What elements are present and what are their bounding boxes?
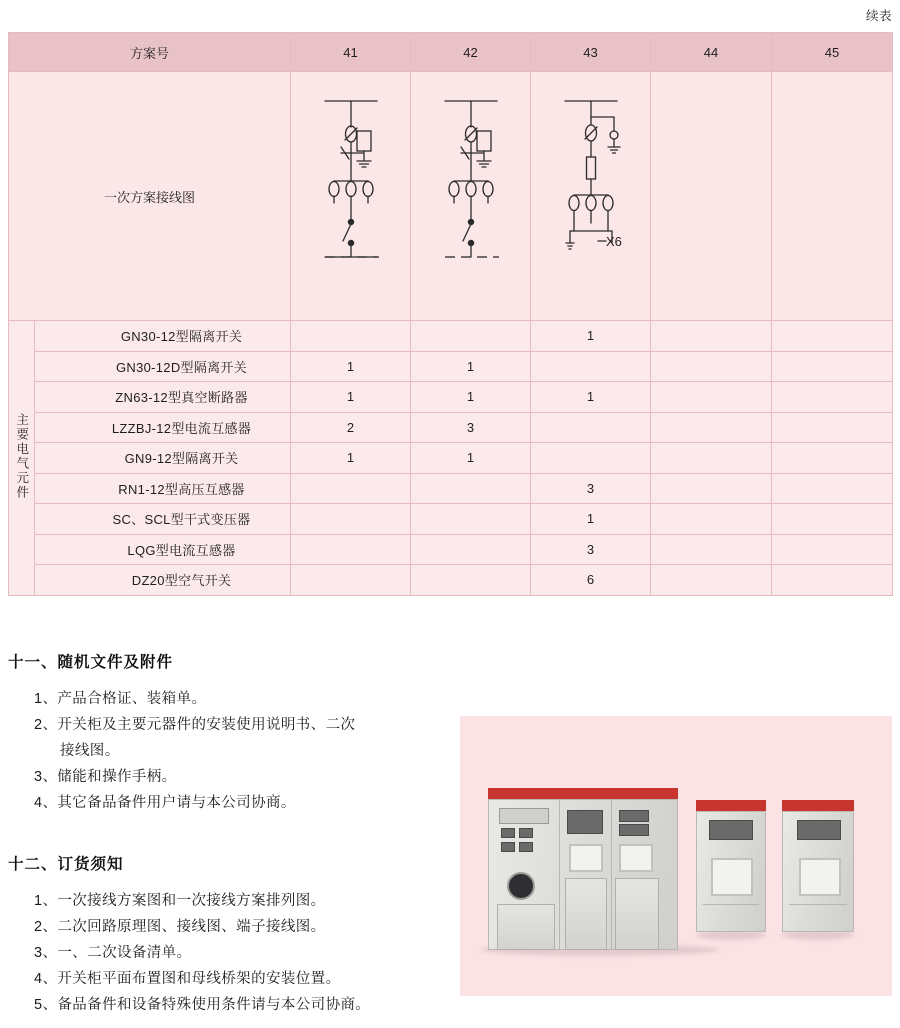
- component-qty: 1: [411, 443, 531, 474]
- component-qty: [531, 351, 651, 382]
- panel-meter: [567, 810, 603, 834]
- cabinet-lineup-main: [488, 788, 678, 950]
- scheme-table-wrapper: [8, 32, 892, 596]
- panel-divider: [789, 904, 847, 905]
- table-row: [9, 351, 893, 382]
- component-qty: [651, 473, 772, 504]
- component-qty: [772, 565, 893, 596]
- component-name: GN30-12D型隔离开关: [35, 351, 291, 382]
- section-eleven-list: [8, 686, 448, 816]
- component-qty: [651, 565, 772, 596]
- component-qty: [651, 534, 772, 565]
- component-qty: [411, 321, 531, 352]
- component-name: LQG型电流互感器: [35, 534, 291, 565]
- cabinet-body: [696, 811, 766, 932]
- list-item: [8, 992, 468, 1018]
- component-qty: [772, 443, 893, 474]
- indicator-strip: [619, 824, 649, 836]
- cabinet-door: [497, 904, 555, 950]
- list-text: 一次接线方案图和一次接线方案排列图。: [57, 893, 326, 909]
- list-text: 二次回路原理图、接线图、端子接线图。: [57, 919, 326, 935]
- diagram-cell-41: [291, 72, 411, 321]
- component-qty: 3: [531, 473, 651, 504]
- cabinet-top-band: [488, 788, 678, 799]
- list-item: [8, 712, 448, 738]
- cabinet-body: [488, 799, 678, 950]
- list-text: 其它备品备件用户请与本公司协商。: [57, 795, 296, 811]
- component-qty: [291, 504, 411, 535]
- section-eleven: [8, 650, 448, 816]
- component-qty: 1: [531, 382, 651, 413]
- component-qty: [772, 382, 893, 413]
- component-name: LZZBJ-12型电流互感器: [35, 412, 291, 443]
- component-qty: [291, 534, 411, 565]
- list-text: 产品合格证、装箱单。: [57, 691, 207, 707]
- component-qty: [531, 412, 651, 443]
- header-scheme-label: 方案号: [9, 33, 291, 72]
- component-qty: 1: [411, 382, 531, 413]
- component-name: ZN63-12型真空断路器: [35, 382, 291, 413]
- list-index: 3、: [34, 769, 58, 785]
- one-line-diagram-43: [536, 91, 646, 301]
- list-text: 开关柜平面布置图和母线桥架的安装位置。: [57, 971, 341, 987]
- component-qty: [651, 443, 772, 474]
- component-qty: [291, 565, 411, 596]
- component-name: RN1-12型高压互感器: [35, 473, 291, 504]
- table-header-row: [9, 33, 893, 72]
- diagram-43-annotation: X6: [605, 234, 622, 249]
- component-qty: 1: [531, 504, 651, 535]
- component-qty: [772, 504, 893, 535]
- list-text: 备品备件和设备特殊使用条件请与本公司协商。: [57, 997, 371, 1013]
- list-index: 5、: [34, 997, 58, 1013]
- diagram-row: [9, 72, 893, 321]
- panel-meter: [797, 820, 841, 840]
- list-item: [8, 888, 468, 914]
- component-qty: 3: [411, 412, 531, 443]
- component-qty: 6: [531, 565, 651, 596]
- list-text-continued: 接线图。: [60, 743, 120, 759]
- component-qty: [772, 321, 893, 352]
- cabinet-body: [782, 811, 854, 932]
- component-qty: [651, 504, 772, 535]
- table-row: [9, 382, 893, 413]
- component-qty: 1: [411, 351, 531, 382]
- component-name: GN9-12型隔离开关: [35, 443, 291, 474]
- cabinet-door: [615, 878, 659, 950]
- list-index: 3、: [34, 945, 58, 961]
- header-scheme-43: 43: [531, 33, 651, 72]
- component-name: SC、SCL型干式变压器: [35, 504, 291, 535]
- component-name: GN30-12型隔离开关: [35, 321, 291, 352]
- component-name: DZ20型空气开关: [35, 565, 291, 596]
- list-item: [8, 940, 468, 966]
- indicator-light: [519, 828, 533, 838]
- diagram-cell-45: [772, 72, 893, 321]
- header-scheme-42: 42: [411, 33, 531, 72]
- cabinet-top-band: [696, 800, 766, 811]
- cabinet-top-band: [782, 800, 854, 811]
- component-qty: [291, 473, 411, 504]
- component-qty: [651, 351, 772, 382]
- header-scheme-45: 45: [772, 33, 893, 72]
- list-index: 2、: [34, 919, 58, 935]
- component-qty: [531, 443, 651, 474]
- instrument-strip: [499, 808, 549, 824]
- panel-divider: [703, 904, 759, 905]
- component-qty: [651, 382, 772, 413]
- table-row: [9, 443, 893, 474]
- component-qty: [291, 321, 411, 352]
- panel-meter: [709, 820, 753, 840]
- table-row: [9, 534, 893, 565]
- table-row: [9, 412, 893, 443]
- cabinet-door: [565, 878, 607, 950]
- list-index: 1、: [34, 691, 58, 707]
- indicator-strip: [619, 810, 649, 822]
- scheme-table: [8, 32, 893, 596]
- switchgear-cabinets-photo: [460, 716, 892, 996]
- component-qty: 1: [291, 443, 411, 474]
- component-qty: [651, 412, 772, 443]
- section-twelve-title: 十二、订货须知: [8, 856, 124, 873]
- one-line-diagram-41: [301, 91, 401, 301]
- list-index: 4、: [34, 795, 58, 811]
- component-qty: 1: [291, 382, 411, 413]
- section-twelve: [8, 852, 468, 1018]
- component-qty: [411, 504, 531, 535]
- list-item: [8, 966, 468, 992]
- indicator-light: [501, 842, 515, 852]
- list-item: [8, 914, 468, 940]
- diagram-row-label: 一次方案接线图: [9, 72, 291, 321]
- list-text: 开关柜及主要元器件的安装使用说明书、二次: [57, 717, 356, 733]
- indicator-light: [519, 842, 533, 852]
- component-qty: 3: [531, 534, 651, 565]
- meter-window: [619, 844, 653, 872]
- diagram-cell-42: [411, 72, 531, 321]
- one-line-diagram-42: [421, 91, 521, 301]
- list-item: [8, 764, 448, 790]
- component-qty: [411, 565, 531, 596]
- header-scheme-41: 41: [291, 33, 411, 72]
- list-item: [8, 790, 448, 816]
- component-qty: 1: [291, 351, 411, 382]
- panel-divider: [611, 800, 612, 950]
- meter-window: [569, 844, 603, 872]
- list-text: 一、二次设备清单。: [57, 945, 192, 961]
- list-index: 2、: [34, 717, 58, 733]
- meter-window: [799, 858, 841, 896]
- list-item-continuation: [8, 738, 448, 764]
- component-qty: 2: [291, 412, 411, 443]
- component-qty: [411, 473, 531, 504]
- component-qty: 1: [531, 321, 651, 352]
- diagram-cell-43: [531, 72, 651, 321]
- meter-window: [711, 858, 753, 896]
- section-twelve-list: [8, 888, 468, 1018]
- group-label-text: 主要电气元件: [14, 412, 29, 500]
- table-row: [9, 565, 893, 596]
- list-index: 4、: [34, 971, 58, 987]
- component-qty: [772, 473, 893, 504]
- list-text: 储能和操作手柄。: [57, 769, 177, 785]
- list-item: [8, 686, 448, 712]
- table-row: [9, 504, 893, 535]
- component-qty: [772, 412, 893, 443]
- component-qty: [411, 534, 531, 565]
- component-qty: [772, 534, 893, 565]
- panel-divider: [559, 800, 560, 950]
- section-eleven-title: 十一、随机文件及附件: [8, 654, 174, 671]
- cabinet-single-b: [782, 800, 854, 932]
- group-label-cell: [9, 321, 35, 596]
- table-row: [9, 473, 893, 504]
- component-qty: [651, 321, 772, 352]
- control-dial: [507, 872, 535, 900]
- list-index: 1、: [34, 893, 58, 909]
- indicator-light: [501, 828, 515, 838]
- header-scheme-44: 44: [651, 33, 772, 72]
- component-qty: [772, 351, 893, 382]
- table-row: [9, 321, 893, 352]
- cabinet-single-a: [696, 800, 766, 932]
- continued-label: 续表: [865, 9, 892, 23]
- diagram-cell-44: [651, 72, 772, 321]
